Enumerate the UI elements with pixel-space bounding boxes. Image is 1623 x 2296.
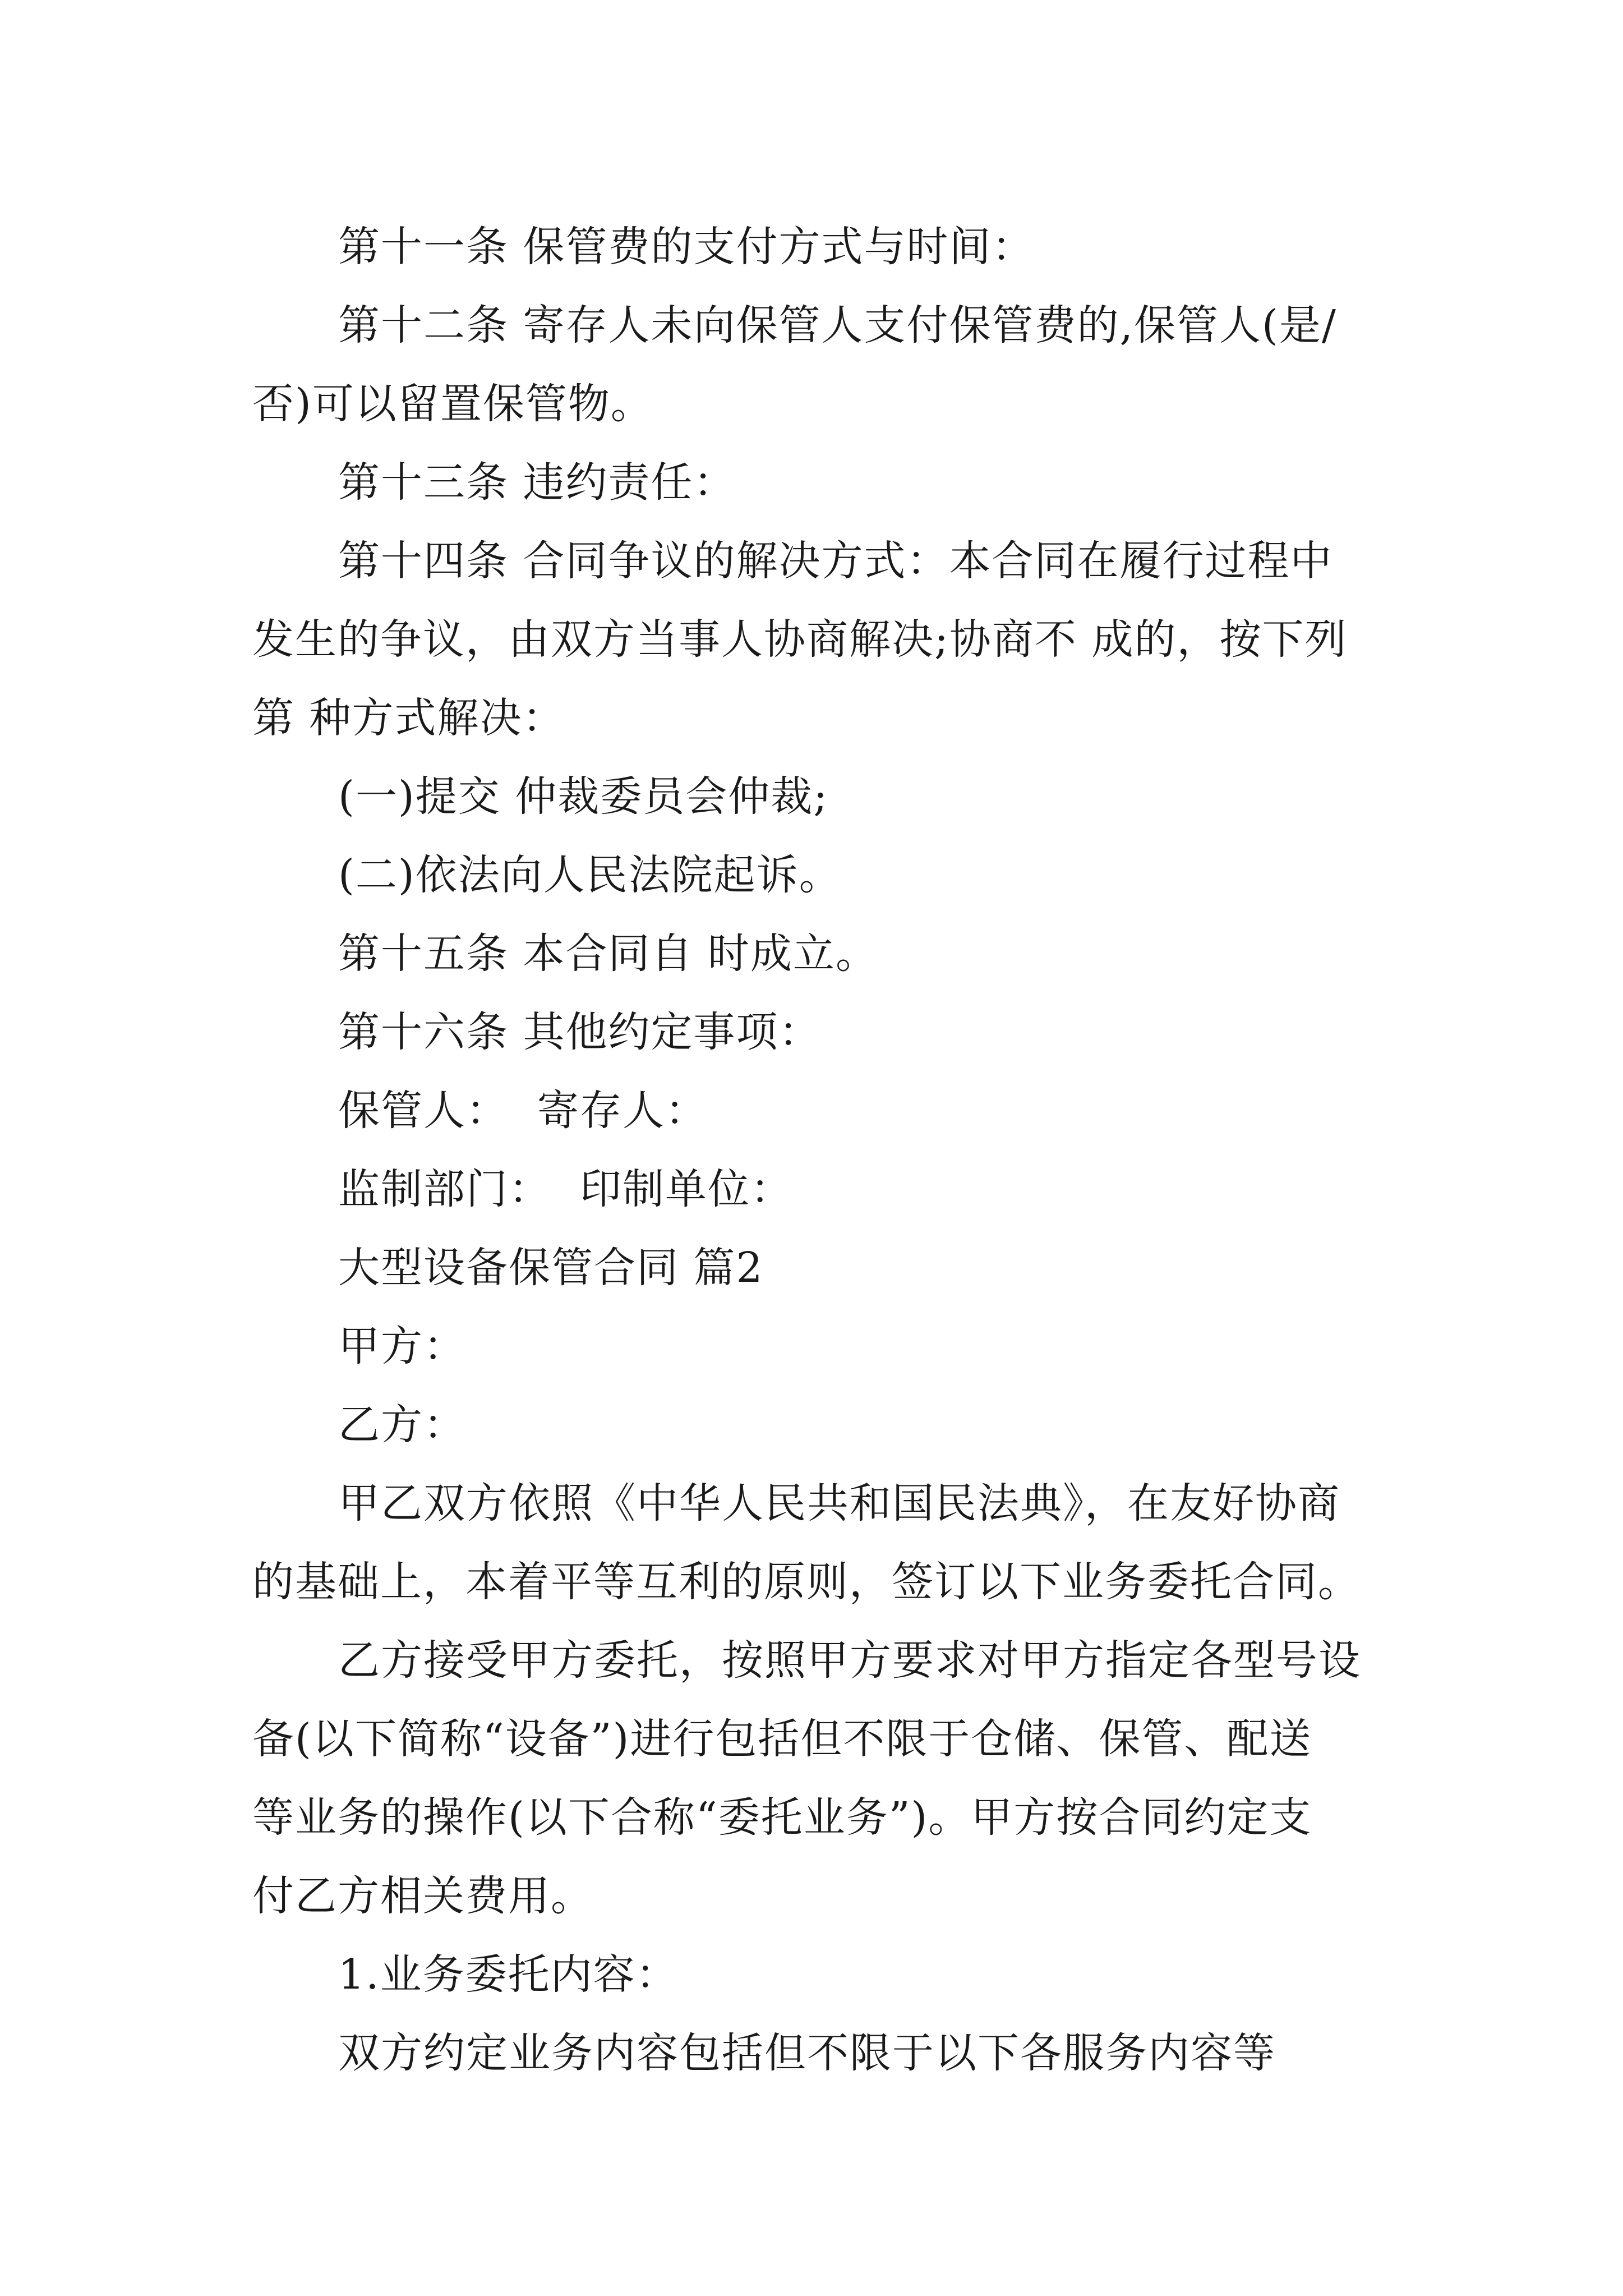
text-line: 甲方：	[338, 1322, 466, 1370]
text-line: 等业务的操作(以下合称“委托业务”)。甲方按合同约定支	[252, 1793, 1312, 1842]
section-heading: 大型设备保管合同 篇2	[338, 1244, 764, 1292]
text-line: 第十一条 保管费的支付方式与时间：	[338, 223, 1035, 271]
text-line: 否)可以留置保管物。	[252, 380, 653, 428]
text-line: 发生的争议，由双方当事人协商解决;协商不 成的，按下列	[252, 615, 1348, 664]
text-line: 甲乙双方依照《中华人民共和国民法典》，在友好协商	[338, 1479, 1340, 1527]
text-line: 付乙方相关费用。	[252, 1872, 593, 1920]
text-line: 乙方接受甲方委托，按照甲方要求对甲方指定各型号设	[338, 1636, 1361, 1685]
text-line: 监制部门： 印制单位：	[338, 1165, 794, 1213]
text-line: 备(以下简称“设备”)进行包括但不限于仓储、保管、配送	[252, 1715, 1312, 1763]
text-line: 1.业务委托内容：	[338, 1950, 679, 1999]
text-line: 第十六条 其他约定事项：	[338, 1008, 822, 1056]
text-line: 第十三条 违约责任：	[338, 458, 736, 507]
text-line: 第十四条 合同争议的解决方式：本合同在履行过程中	[338, 537, 1333, 585]
text-line: 第 种方式解决：	[252, 694, 565, 742]
text-line: (二)依法向人民法院起诉。	[338, 851, 842, 899]
text-line: 保管人： 寄存人：	[338, 1087, 708, 1135]
text-line: (一)提交 仲裁委员会仲裁;	[338, 772, 829, 821]
text-line: 乙方：	[338, 1401, 466, 1449]
text-line: 第十二条 寄存人未向保管人支付保管费的,保管人(是/	[338, 301, 1337, 349]
text-line: 的基础上，本着平等互利的原则，签订以下业务委托合同。	[252, 1558, 1361, 1606]
text-line: 双方约定业务内容包括但不限于以下各服务内容等	[338, 2029, 1276, 2077]
text-line: 第十五条 本合同自 时成立。	[338, 930, 879, 978]
